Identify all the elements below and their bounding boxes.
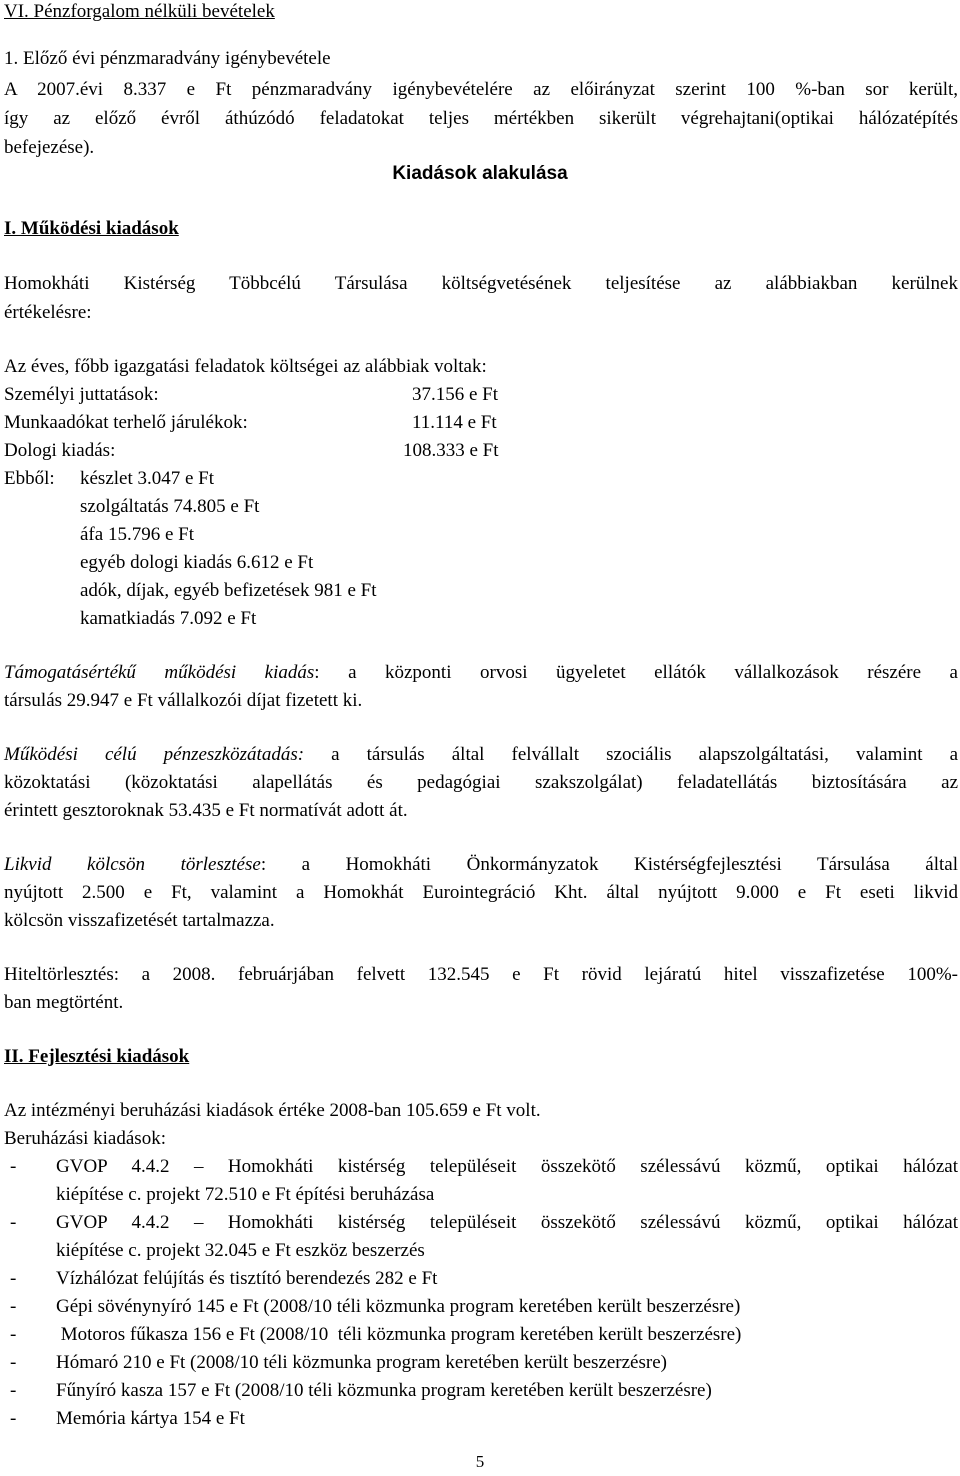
tamogatas-line-1: Támogatásértékű működési kiadás: a központi orvosi ügyeletet ellátók vállalkozások részére a: [4, 662, 958, 683]
ebbol-item-4: egyéb dologi kiadás 6.612 e Ft: [80, 552, 314, 573]
invest-label: Beruházási kiadások:: [4, 1128, 166, 1149]
ebbol-item-6: kamatkiadás 7.092 e Ft: [80, 608, 257, 629]
list-item: Hómaró 210 e Ft (2008/10 téli közmunka program keretében került beszerzésre): [56, 1352, 667, 1373]
mukodesi-line-2: közoktatási (közoktatási alapellátás és pedagógiai szakszolgálat) feladatellátás biztosítására az: [4, 772, 958, 793]
list-item: Motoros fűkasza 156 e Ft (2008/10 téli közmunka program keretében került beszerzésre): [56, 1324, 742, 1345]
list-bullet: -: [10, 1380, 17, 1401]
ebbol-item-1: készlet 3.047 e Ft: [80, 468, 215, 489]
ebbol-label: Ebből:: [4, 468, 55, 489]
heading-vi: VI. Pénzforgalom nélküli bevételek: [4, 1, 275, 22]
cost-label-2: Munkaadókat terhelő járulékok:: [4, 412, 248, 433]
list-bullet: -: [10, 1268, 17, 1289]
list-bullet: -: [10, 1296, 17, 1317]
list-bullet: -: [10, 1408, 17, 1429]
likvid-line-3: kölcsön visszafizetését tartalmazza.: [4, 910, 275, 931]
cost-value-2: 11.114 e Ft: [412, 412, 497, 433]
item1-line-1: A 2007.évi 8.337 e Ft pénzmaradvány igénybevételére az előirányzat szerint 100 %-ban sor került,: [4, 79, 958, 100]
hitel-line-1: Hiteltörlesztés: a 2008. februárjában felvett 132.545 e Ft rövid lejáratú hitel visszafizetése 100%-: [4, 964, 958, 985]
list-item: GVOP 4.4.2 – Homokháti kistérség településeit összekötő szélessávú közmű, optikai hálózat: [56, 1156, 958, 1177]
cost-label-3: Dologi kiadás:: [4, 440, 116, 461]
ebbol-item-3: áfa 15.796 e Ft: [80, 524, 194, 545]
list-bullet: -: [10, 1352, 17, 1373]
tamogatas-line-2: társulás 29.947 e Ft vállalkozói díjat fizetett ki.: [4, 690, 363, 711]
intro-line-1: Homokháti Kistérség Többcélú Társulása költségvetésének teljesítése az alábbiakban kerülnek: [4, 273, 958, 294]
hitel-line-2: ban megtörtént.: [4, 992, 124, 1013]
likvid-line-2: nyújtott 2.500 e Ft, valamint a Homokhát Eurointegráció Kht. által nyújtott 9.000 e Ft eseti likvid: [4, 882, 958, 903]
item1-title: 1. Előző évi pénzmaradvány igénybevétele: [4, 48, 331, 69]
list-item-continuation: kiépítése c. projekt 72.510 e Ft építési beruházása: [56, 1184, 435, 1205]
cost-value-3: 108.333 e Ft: [403, 440, 499, 461]
center-title: Kiadások alakulása: [392, 163, 568, 184]
mukodesi-line-3: érintett gesztoroknak 53.435 e Ft normatívát adott át.: [4, 800, 408, 821]
list-item: Gépi sövénynyíró 145 e Ft (2008/10 téli közmunka program keretében került beszerzésre): [56, 1296, 741, 1317]
list-item-continuation: kiépítése c. projekt 32.045 e Ft eszköz beszerzés: [56, 1240, 425, 1261]
costs-intro: Az éves, főbb igazgatási feladatok költségei az alábbiak voltak:: [4, 356, 487, 377]
ebbol-item-2: szolgáltatás 74.805 e Ft: [80, 496, 260, 517]
likvid-line-1: Likvid kölcsön törlesztése: a Homokháti Önkormányzatok Kistérségfejlesztési Társulása által: [4, 854, 958, 875]
list-item: Fűnyíró kasza 157 e Ft (2008/10 téli közmunka program keretében került beszerzésre): [56, 1380, 712, 1401]
item1-line-3: befejezése).: [4, 137, 95, 158]
page-number: 5: [475, 1452, 485, 1471]
section1-title: I. Működési kiadások: [4, 218, 179, 239]
section2-title: II. Fejlesztési kiadások: [4, 1046, 190, 1067]
cost-value-1: 37.156 e Ft: [412, 384, 499, 405]
list-item: Memória kártya 154 e Ft: [56, 1408, 245, 1429]
list-bullet: -: [10, 1324, 17, 1345]
mukodesi-line-1: Működési célú pénzeszközátadás: a társulás által felvállalt szociális alapszolgáltatási, valamint a: [4, 744, 959, 765]
invest-total: Az intézményi beruházási kiadások értéke 2008-ban 105.659 e Ft volt.: [4, 1100, 541, 1121]
list-bullet: -: [10, 1156, 17, 1177]
list-item: Vízhálózat felújítás és tisztító berendezés 282 e Ft: [56, 1268, 438, 1289]
list-item: GVOP 4.4.2 – Homokháti kistérség településeit összekötő szélessávú közmű, optikai hálózat: [56, 1212, 958, 1233]
intro-line-2: értékelésre:: [4, 302, 92, 323]
list-bullet: -: [10, 1212, 17, 1233]
item1-line-2: így az előző évről áthúzódó feladatokat teljes mértékben sikerült végrehajtani(optikai hálózatépítés: [4, 108, 958, 129]
ebbol-item-5: adók, díjak, egyéb befizetések 981 e Ft: [80, 580, 377, 601]
cost-label-1: Személyi juttatások:: [4, 384, 159, 405]
